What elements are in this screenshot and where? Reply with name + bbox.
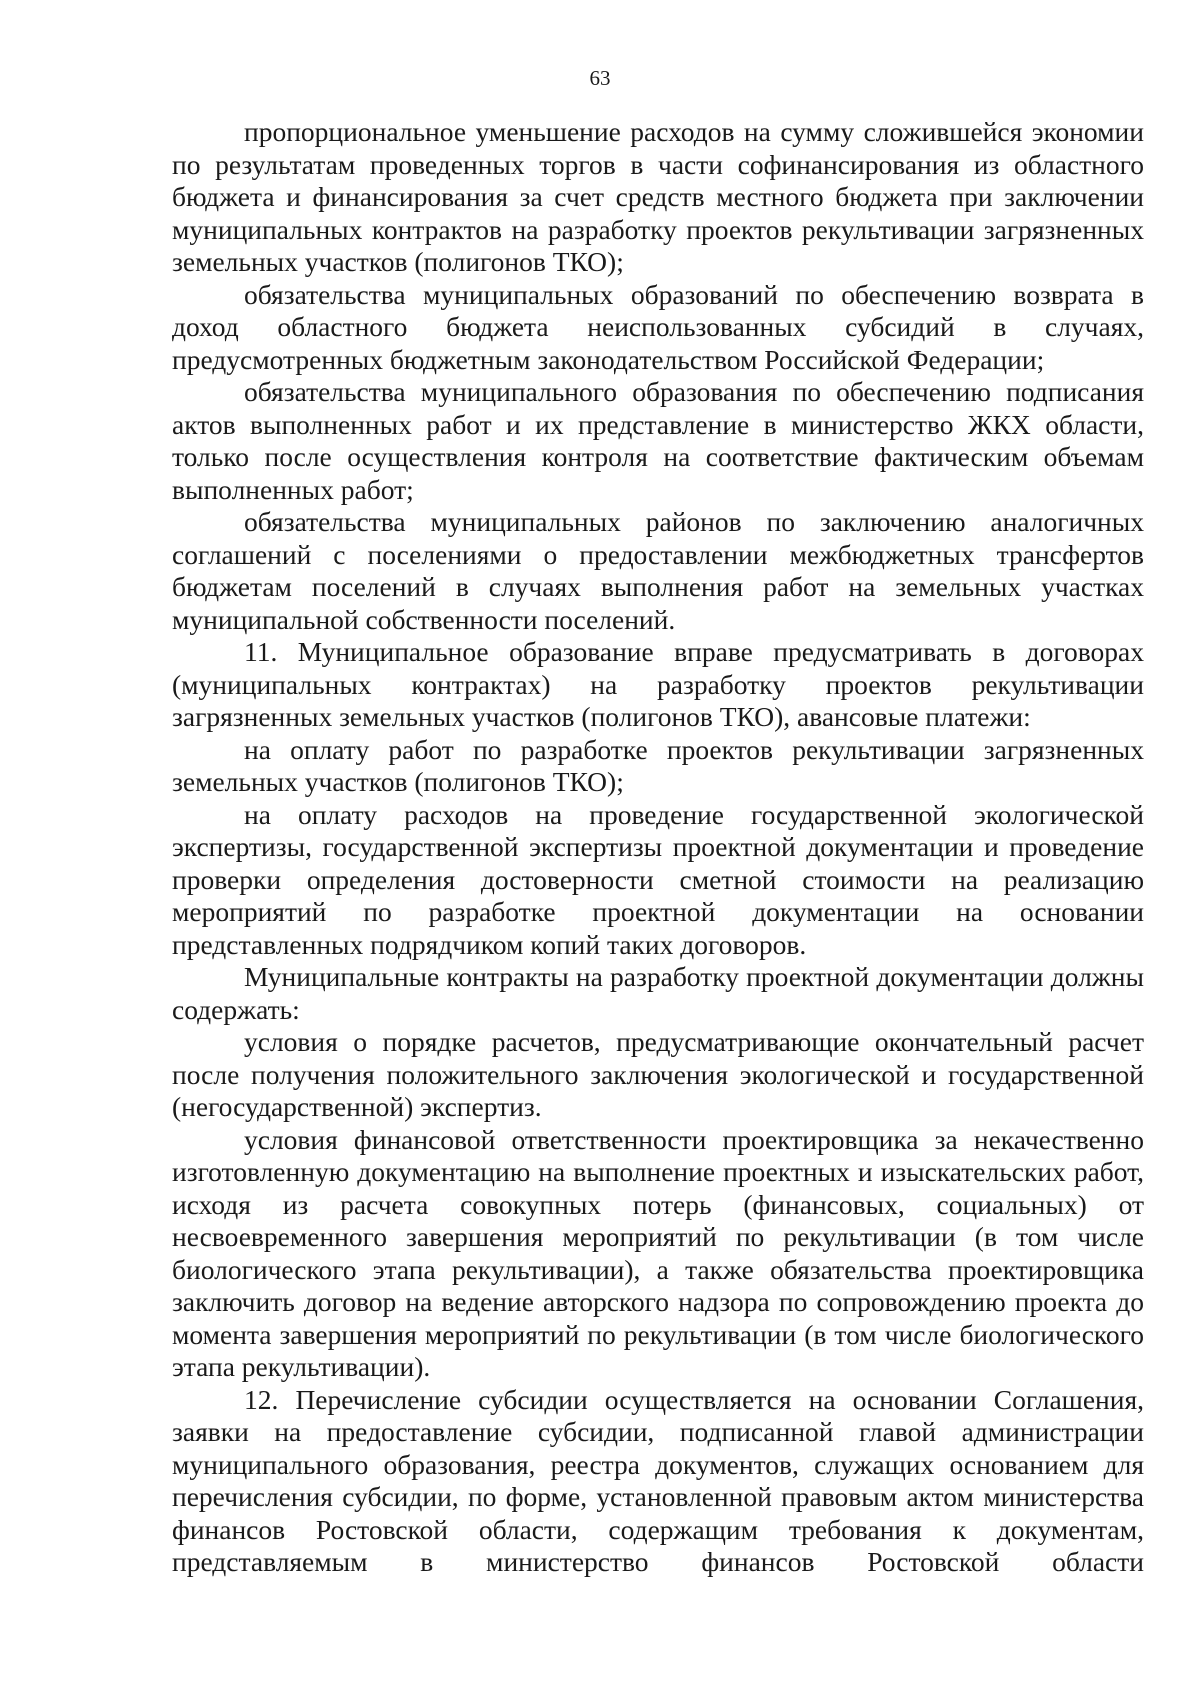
paragraph: условия финансовой ответственности проектировщика за некачественно изготовленную документацию на выполнение проектных и изыскательских работ, исходя из расчета совокупных потерь (финансовых, социальных) от несвоевременного завершения мероприятий по рекультивации (в том числе биологического этапа рекультивации), а также обязательства проектировщика заключить договор на ведение авторского надзора по сопровождению проекта до момента завершения мероприятий по рекультивации (в том числе биологического этапа рекультивации). — [172, 1123, 1144, 1382]
paragraph: обязательства муниципальных образований по обеспечению возврата в доход областного бюджета неиспользованных субсидий в случаях, предусмотренных бюджетным законодательством Российской Федерации; — [172, 278, 1144, 375]
paragraph: обязательства муниципального образования по обеспечению подписания актов выполненных работ и их представление в министерство ЖКХ области, только после осуществления контроля на соответствие фактическим объемам выполненных работ; — [172, 376, 1144, 505]
paragraph: Муниципальные контракты на разработку проектной документации должны содержать: — [172, 961, 1144, 1025]
paragraph: пропорциональное уменьшение расходов на сумму сложившейся экономии по результатам проведенных торгов в части софинансирования из областного бюджета и финансирования за счет средств местного бюджета при заключении муниципальных контрактов на разработку проектов рекультивации загрязненных земельных участков (полигонов ТКО); — [172, 116, 1144, 277]
document-body — [172, 116, 1144, 1579]
paragraph-11: 11. Муниципальное образование вправе предусматривать в договорах (муниципальных контрактах) на разработку проектов рекультивации загрязненных земельных участков (полигонов ТКО), авансовые платежи: — [172, 636, 1144, 732]
page-number: 63 — [589, 66, 611, 90]
paragraph: на оплату расходов на проведение государственной экологической экспертизы, государственной экспертизы проектной документации и проведение проверки определения достоверности сметной стоимости на реализацию мероприятий по разработке проектной документации на основании представленных подрядчиком копий таких договоров. — [172, 798, 1144, 960]
paragraph: условия о порядке расчетов, предусматривающие окончательный расчет после получения положительного заключения экологической и государственной (негосударственной) экспертиз. — [172, 1026, 1144, 1122]
paragraph: на оплату работ по разработке проектов рекультивации загрязненных земельных участков (полигонов ТКО); — [172, 733, 1144, 797]
paragraph-12: 12. Перечисление субсидии осуществляется на основании Соглашения, заявки на предоставление субсидии, подписанной главой администрации муниципального образования, реестра документов, служащих основанием для перечисления субсидии, по форме, установленной правовым актом министерства финансов Ростовской области, содержащим требования к документам, представляемым в министерство финансов Ростовской области — [172, 1383, 1144, 1577]
paragraph: обязательства муниципальных районов по заключению аналогичных соглашений с поселениями о предоставлении межбюджетных трансфертов бюджетам поселений в случаях выполнения работ на земельных участках муниципальной собственности поселений. — [172, 506, 1144, 635]
